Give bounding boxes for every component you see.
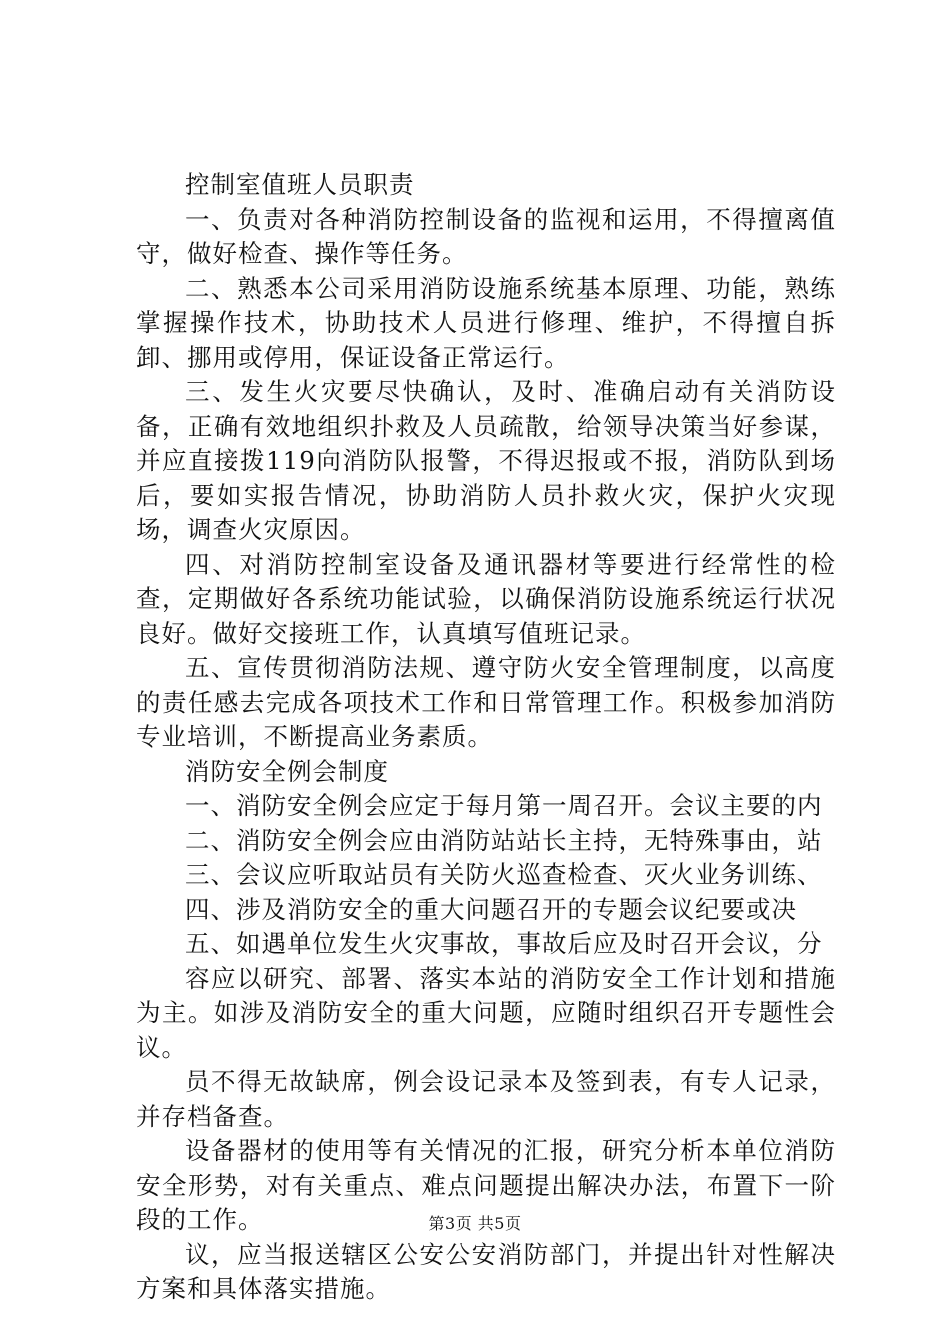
truncated-line: 三、会议应听取站员有关防火巡查检查、灭火业务训练、 bbox=[185, 860, 823, 889]
truncated-line: 五、如遇单位发生火灾事故，事故后应及时召开会议，分 bbox=[185, 929, 823, 958]
paragraph: 设备器材的使用等有关情况的汇报，研究分析本单位消防安全形势，对有关重点、难点问题提出解决办法，布置下一阶段的工作。 bbox=[136, 1136, 836, 1234]
paragraph: 员不得无故缺席，例会设记录本及签到表，有专人记录，并存档备查。 bbox=[136, 1067, 836, 1131]
paragraph: 议，应当报送辖区公安公安消防部门，并提出针对性解决方案和具体落实措施。 bbox=[136, 1239, 836, 1303]
paragraph: 二、熟悉本公司采用消防设施系统基本原理、功能，熟练掌握操作技术，协助技术人员进行修理、维护，不得擅自拆卸、挪用或停用，保证设备正常运行。 bbox=[136, 273, 836, 372]
truncated-line: 一、消防安全例会应定于每月第一周召开。会议主要的内 bbox=[185, 791, 823, 820]
truncated-line: 四、涉及消防安全的重大问题召开的专题会议纪要或决 bbox=[185, 894, 797, 924]
paragraph: 一、负责对各种消防控制设备的监视和运用，不得擅离值守，做好检查、操作等任务。 bbox=[136, 204, 836, 268]
paragraph: 四、对消防控制室设备及通讯器材等要进行经常性的检查，定期做好各系统功能试验，以确保消防设施系统运行状况良好。做好交接班工作，认真填写值班记录。 bbox=[136, 549, 836, 648]
truncated-line: 二、消防安全例会应由消防站站长主持，无特殊事由，站 bbox=[185, 825, 823, 855]
document-body bbox=[136, 168, 836, 1307]
paragraph: 容应以研究、部署、落实本站的消防安全工作计划和措施为主。如涉及消防安全的重大问题，应随时组织召开专题性会议。 bbox=[136, 963, 836, 1062]
truncated-line-block bbox=[136, 789, 836, 962]
section-heading: 控制室值班人员职责 bbox=[185, 170, 415, 199]
paragraph: 三、发生火灾要尽快确认，及时、准确启动有关消防设备，正确有效地组织扑救及人员疏散，给领导决策当好参谋，并应直接拨119向消防队报警，不得迟报或不报，消防队到场后，要如实报告情况，协助消防人员扑救火灾，保护火灾现场，调查火灾原因。 bbox=[136, 377, 836, 544]
page-footer: 第3页 共5页 bbox=[428, 1214, 522, 1233]
paragraph: 五、宣传贯彻消防法规、遵守防火安全管理制度，以高度的责任感去完成各项技术工作和日常管理工作。积极参加消防专业培训，不断提高业务素质。 bbox=[136, 653, 836, 751]
section-heading: 消防安全例会制度 bbox=[185, 756, 389, 786]
